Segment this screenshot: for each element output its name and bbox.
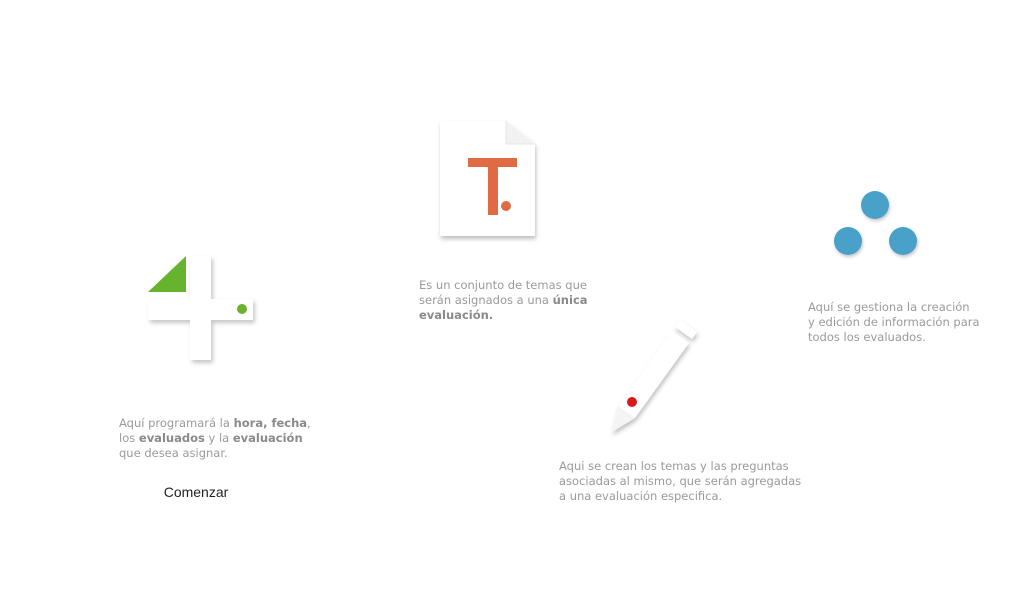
- plus-icon[interactable]: [144, 254, 258, 366]
- pencil-icon[interactable]: [608, 318, 704, 436]
- green-dot: [237, 304, 247, 314]
- document-t-icon[interactable]: [436, 118, 544, 244]
- scheduling-description: Aquí programará la hora, fecha, los evaluados y la evaluación que desea asignar.: [119, 416, 311, 460]
- comenzar-button[interactable]: Comenzar: [150, 481, 242, 503]
- themes-description: Es un conjunto de temas que serán asignados a una única evaluación.: [419, 278, 588, 322]
- evaluated-description: Aquí se gestiona la creación y edición de información para todos los evaluados.: [808, 300, 980, 344]
- questions-description: Aqui se crean los temas y las preguntas asociadas al mismo, que serán agregadas a una evaluación especifica.: [559, 459, 802, 503]
- users-circles-icon[interactable]: [830, 186, 926, 262]
- green-triangle: [148, 256, 186, 292]
